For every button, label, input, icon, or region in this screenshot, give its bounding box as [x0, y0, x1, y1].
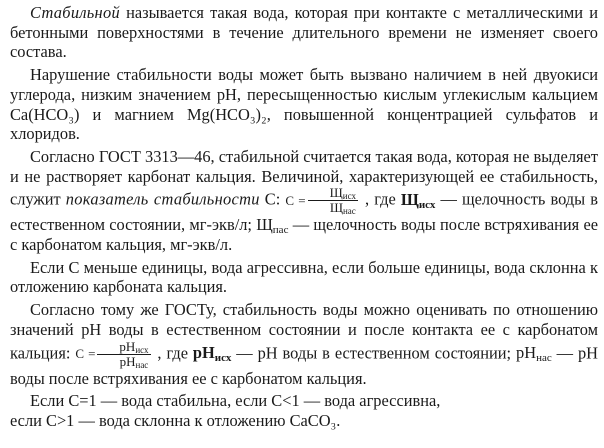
symbol-subscript: пас [272, 224, 289, 237]
numerator-symbol: Щ [329, 185, 343, 201]
symbol-alkalinity-saturated [256, 215, 289, 237]
numerator-subscript: исх [135, 344, 149, 355]
symbol-text: Щ [400, 189, 419, 209]
symbol-text: pH [192, 342, 215, 362]
numerator-subscript: исх [342, 191, 356, 202]
definition-ph-saturated: — pH воды после встряхивания ее с карбонатом кальция. [10, 342, 598, 388]
paragraph-causes-text: Нарушение стабильности воды может быть вызвано наличием в ней двуокиси углерода, низким значением pH, пересыщенностью кислым углекислым кальцием [10, 65, 598, 104]
term-stable: Стабильной [30, 3, 120, 22]
denominator-symbol: Щ [329, 200, 343, 216]
term-stability-index: показатель стабильности [65, 189, 260, 209]
fraction-denominator [308, 201, 358, 215]
paragraph-gost-index [10, 147, 598, 255]
after-fraction-text: , где [152, 342, 193, 362]
definition-ph-initial: — pH воды в естественном состоянии; [231, 342, 517, 362]
definition-initial: — щелочность воды в естественном состоянии, мг-экв/л; [10, 189, 598, 235]
paragraph-gost-text: Согласно ГОСТ 3313—46, стабильной считается такая вода, которая не выделяет и не растворяет карбонат кальция. Величиной, характеризующей ее стабильность, служит [10, 146, 598, 209]
formula-calcium-bicarbonate: Ca(HCO₃) [10, 104, 80, 124]
symbol-subscript: исх [214, 351, 232, 364]
paragraph-definition [10, 3, 598, 62]
numerator-symbol: pH [119, 338, 136, 354]
symbol-subscript: нас [536, 351, 552, 364]
paragraph-causes-end: , повышенной концентрацией сульфатов и хлоридов. [10, 104, 598, 144]
symbol-text: Щ [256, 215, 273, 235]
definition-saturated: — щелочность воды после встряхивания ее с карбонатом кальция, мг-экв/л. [10, 215, 598, 255]
formula-magnesium-bicarbonate: Mg(HCO₃)₂ [186, 104, 267, 124]
symbol-ph-saturated [516, 343, 552, 362]
conclusion-line-2: если С>1 — вода склонна к отложению CaCO₃. [10, 410, 341, 430]
paragraph-causes [10, 65, 598, 144]
denominator-symbol: pH [119, 353, 136, 369]
paragraph-definition-text: называется такая вода, которая при контакте с металлическими и бетонными поверхностями в течение длительного времени не изменяет своего состава. [10, 3, 598, 62]
symbol-text: pH [516, 342, 537, 362]
fraction-denominator [97, 355, 150, 369]
symbol-alkalinity-initial [401, 190, 436, 209]
equation-lhs: С = [75, 345, 96, 361]
symbol-subscript: исх [418, 198, 436, 211]
paragraph-interpretation [10, 258, 598, 297]
fraction-ph [97, 340, 150, 369]
denominator-subscript: нас [342, 206, 356, 217]
fraction-alkalinity [308, 186, 358, 215]
paragraph-conclusion [10, 391, 598, 430]
after-fraction-text: , где [359, 189, 401, 209]
denominator-subscript: нас [135, 359, 149, 370]
paragraph-causes-mid: и магнием [79, 104, 187, 124]
fraction-numerator [308, 186, 358, 201]
fraction-numerator [97, 340, 150, 355]
equation-alkalinity [285, 185, 360, 217]
equation-lhs: С = [285, 192, 306, 208]
conclusion-line-1: Если С=1 — вода стабильна, если С<1 — вода агрессивна, [30, 391, 441, 411]
stability-symbol: С: [259, 189, 286, 209]
paragraph-ph-text: Согласно тому же ГОСТу, стабильность воды можно оценивать по отношению значений pH воды в естественном состоянии и после контакта ее с карбонатом кальция: [10, 300, 598, 362]
paragraph-interpretation-text: Если С меньше единицы, вода агрессивна, если больше единицы, вода склонна к отложению карбоната кальция. [10, 257, 598, 297]
symbol-ph-initial [193, 343, 231, 362]
paragraph-ph-ratio [10, 300, 598, 388]
equation-ph [75, 338, 152, 370]
